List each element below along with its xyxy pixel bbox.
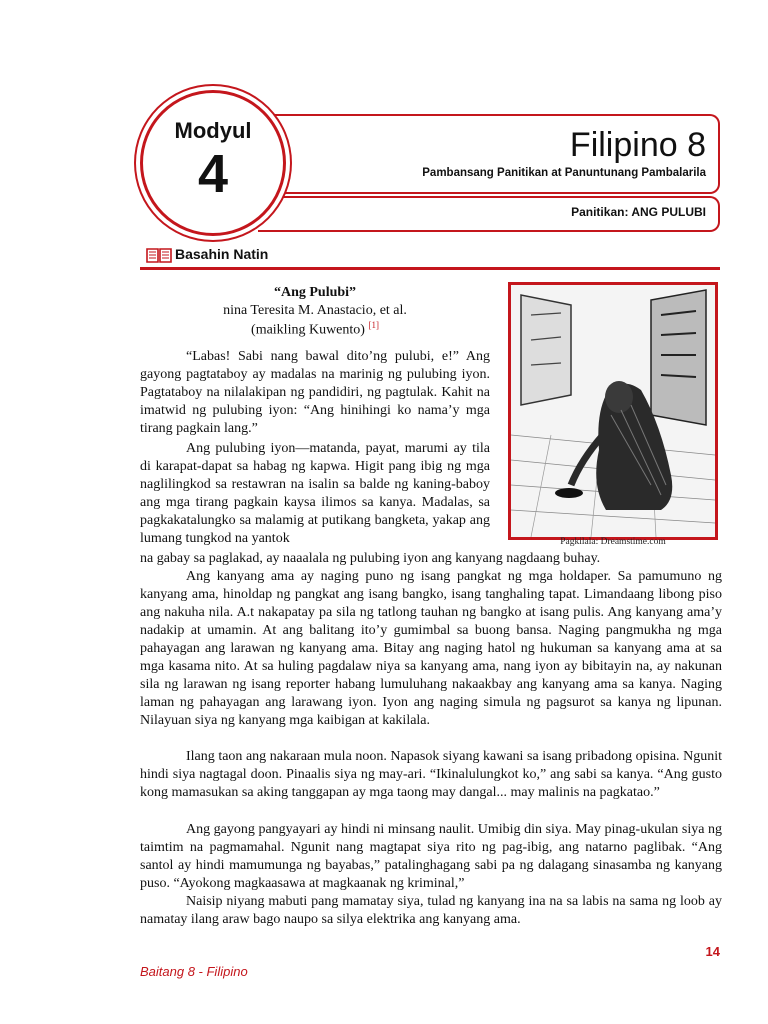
subject-subtitle: Pambansang Panitikan at Panuntunang Pambalarila <box>422 167 706 179</box>
story-author: nina Teresita M. Anastacio, et al. <box>223 303 407 318</box>
image-caption: Pagkilala: Dreamstime.com <box>560 537 666 547</box>
section-title: Basahin Natin <box>175 246 269 262</box>
paragraph-1: “Labas! Sabi nang bawal dito’ng pulubi, e!” Ang gayong pagtataboy ay madalas na marinig ng pulubing iyon. Pagtataboy na nilalakipan ng pandidiri, ng pagtulak. Kahit na imatwid ng pulubing iyon: “Ang hinihingi ko nama’y mga tirang pagkain lang.” <box>140 349 490 436</box>
beggar-illustration <box>508 282 718 540</box>
page-number: 14 <box>705 944 720 959</box>
paragraph-3: Ang kanyang ama ay naging puno ng isang pangkat ng mga holdaper. Sa pamumuno ng kanyang ama, hinoldap ng pangkat ang isang bangko, isang tanghaling tapat. Limandaang libong piso ang nakuha nila. A.t nakapatay pa sila ng tatlong tauhan ng bangko at isang pulis. Ang kanyang ama’y nadakip at umamin. At ang balitang ito’y gumimbal sa buong bansa. Naging pangmukha ng mga pahayagan ang larawan ng kanyang ama. Bitay ang naging hatol ng hukuman sa kanyang ama at sa mga kasama nito. At sa huling pagdalaw niya sa kanyang ama, nang iyon ay bibitayin na, ay nakunan sila ng larawan ng isang reporter habang lumuluhang nakaakbay ang kanyang ama sa kanya. Naging laman ng pahayagan ang larawang iyon. Iyon ang naging simula ng pagsurot sa kanya ng lipunan. Nilayuan siya ng kanyang mga kaibigan at kakilala. <box>140 569 722 728</box>
open-book-icon <box>146 246 172 264</box>
story-genre-text: (maikling Kuwento) <box>251 322 365 338</box>
footer-grade-label: Baitang 8 - Filipino <box>140 964 248 979</box>
panitikan-label: Panitikan: ANG PULUBI <box>571 205 706 219</box>
subject-title: Filipino 8 <box>569 126 706 164</box>
footnote-ref[interactable]: [1] <box>368 320 379 330</box>
section-divider <box>140 267 720 270</box>
paragraph-2: Ang pulubing iyon—matanda, payat, marumi ay tila di karapat-dapat sa habag ng kapwa. Higit pang ibig ng mga naglilingkod sa restawran na isalin sa balde ng kaning-baboy ang mga tirang pagkain kaysa ilimos sa kanya. Madalas, sa pagkakatalungko sa malamig at putikang bangketa, yakap ang lumang tungkod na yantok <box>140 441 490 546</box>
paragraph-4: Ilang taon ang nakaraan mula noon. Napasok siyang kawani sa isang pribadong opisina. Ngunit hindi siya nagtagal doon. Pinaalis siya ng may-ari. “Ikinalulungkot ko,” ang sabi sa kanya. “Ang gusto kong mamasukan sa aking tanggapan ay mga taong may dangal... may malinis na pagkatao.” <box>140 749 722 800</box>
paragraph-2-continued: na gabay sa paglakad, ay naaalala ng pulubing iyon ang kanyang nagdaang buhay. <box>140 551 601 566</box>
beggar-sketch <box>511 285 715 537</box>
story-title: “Ang Pulubi” <box>273 285 357 300</box>
story-genre <box>140 320 490 339</box>
paragraph-5: Ang gayong pangyayari ay hindi ni minsang naulit. Umibig din siya. May pinag-ukulan siya ng taimtim na pagmamahal. Ngunit nang magtapat siya rito ng pag-ibig, ang natarno paglibak. “Ang santol ay hindi mamumunga ng bayabas,” patalinghagang sabi pa ng dalagang sinasamba ng kanyang puso. “Ayokong magkaasawa at magkaanak ng kriminal,” <box>140 822 722 891</box>
paragraph-6: Naisip niyang mabuti pang mamatay siya, tulad ng kanyang ina na sa labis na sama ng loob ay namatay ilang araw bago naupo sa silya elektrika ang kanyang ama. <box>140 894 722 927</box>
module-number: 4 <box>197 144 229 204</box>
module-label: Modyul <box>174 118 252 143</box>
